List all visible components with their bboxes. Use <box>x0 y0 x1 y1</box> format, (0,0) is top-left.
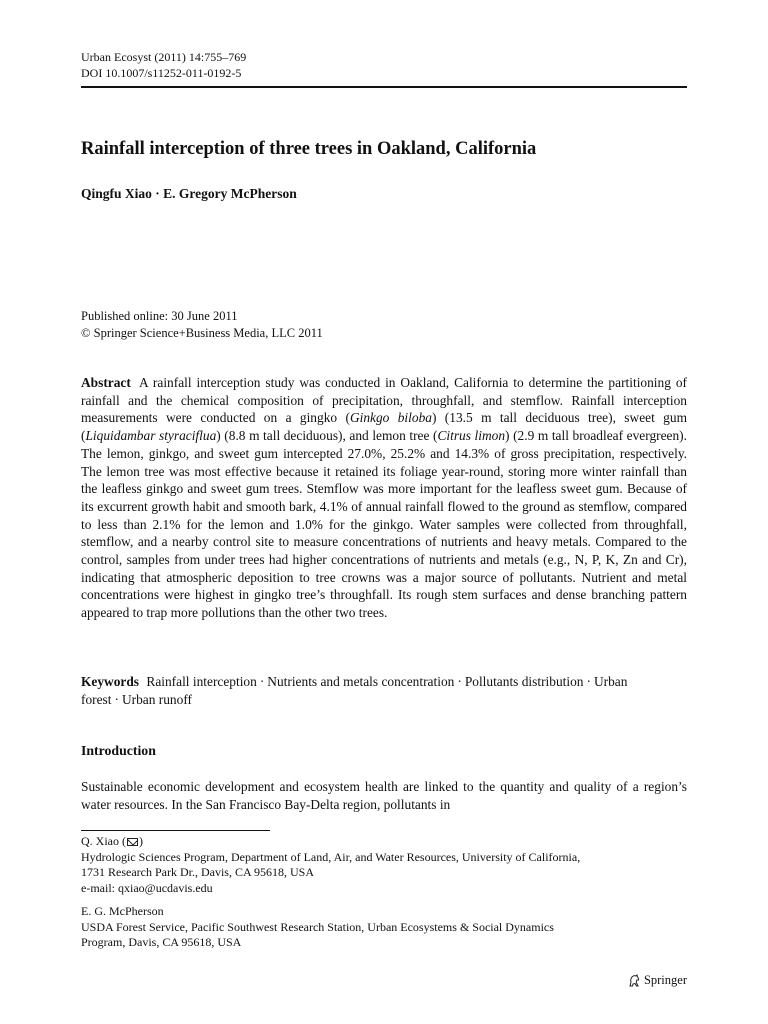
publication-info <box>81 308 323 342</box>
keywords-label: Keywords <box>81 674 140 689</box>
author-name-text: Q. Xiao ( <box>81 834 126 848</box>
envelope-icon <box>127 838 138 846</box>
abstract-label: Abstract <box>81 375 131 390</box>
section-heading-introduction: Introduction <box>81 743 156 758</box>
published-date: Published online: 30 June 2011 <box>81 309 238 323</box>
author-name <box>81 834 580 850</box>
journal-citation: Urban Ecosyst (2011) 14:755–769 <box>81 50 247 64</box>
keyword-separator: · <box>586 674 591 689</box>
header-rule <box>81 86 687 88</box>
article-page <box>81 0 687 1024</box>
author-list: Qingfu Xiao · E. Gregory McPherson <box>81 186 297 201</box>
abstract-text: A rainfall interception study was conducted in Oakland, California to determine the partitioning of rainfall and the chemical composition of precipitation, throughfall, and stemflow. Rainfall interception measurements were conducted on a gingko ( <box>81 375 688 426</box>
author-name-suffix: ) <box>139 834 143 848</box>
copyright-line <box>81 325 323 342</box>
abstract-text: ) (8.8 m tall deciduous), and lemon tree ( <box>216 428 438 444</box>
author-name: E. G. McPherson <box>81 904 164 918</box>
author-email: e-mail: qxiao@ucdavis.edu <box>81 880 213 895</box>
affiliation-mcpherson <box>81 904 554 951</box>
footnote-rule <box>81 830 270 831</box>
affiliation-line: USDA Forest Service, Pacific Southwest Research Station, Urban Ecosystems & Social Dynamics <box>81 919 554 934</box>
copyright-text: Springer Science+Business Media, LLC 2011 <box>93 326 323 340</box>
publisher-logo <box>627 973 687 988</box>
species-name: Liquidambar styraciflua <box>85 428 217 444</box>
doi: DOI 10.1007/s11252-011-0192-5 <box>81 66 242 80</box>
keyword: Urban runoff <box>121 691 193 707</box>
publisher-name: Springer <box>643 973 687 987</box>
article-title: Rainfall interception of three trees in Oakland, California <box>81 139 537 159</box>
keyword: Urban forest <box>81 674 628 707</box>
introduction-text: Sustainable economic development and ecosystem health are linked to the quantity and quality of a region’s water resources. In the San Francisco Bay-Delta region, pollutants in <box>81 779 687 812</box>
keyword: Nutrients and metals concentration <box>267 674 455 689</box>
keyword: Pollutants distribution <box>464 674 584 689</box>
abstract-text: ) (13.5 m tall deciduous tree), sweet gum ( <box>81 410 687 444</box>
keyword-separator: · <box>259 674 265 689</box>
species-name: Ginkgo biloba <box>349 410 432 426</box>
abstract-text: ) (2.9 m tall broadleaf evergreen). The lemon, ginkgo, and sweet gum intercepted 27.0%, 25.2% and 14.3% of gross precipitation, respectively. The lemon tree was most effective because it retained its foliage year-round, storing more winter rainfall than the leafless ginkgo and sweet gum trees. Stemflow was more important for the leafless sweet gum. Because of its excurrent growth habit and smooth bark, 4.1% of annual rainfall flowed to the ground as stemflow, compared to less than 2.1% for the lemon and 1.0% for the ginkgo. Water samples were collected from throughfall, stemflow, and a nearby control site to measure concentrations of nutrients and heavy metals. Compared to the control, samples from under trees had higher concentrations of nutrients and metals (e.g., N, P, K, Zn and Cr), indicating that atmospheric deposition to tree crowns was a major source of pollutants. Nutrient and metal concentrations were highest in gingko tree’s throughfall. Its rough stem surfaces and dense branching pattern appeared to trap more pollutions than the other two trees. <box>81 428 687 621</box>
keywords <box>81 673 687 708</box>
keyword-separator: · <box>457 674 462 689</box>
affiliation-line: Hydrologic Sciences Program, Department of Land, Air, and Water Resources, University of California, <box>81 849 581 864</box>
abstract <box>81 374 687 622</box>
affiliation-xiao <box>81 834 580 896</box>
affiliation-line: 1731 Research Park Dr., Davis, CA 95618, USA <box>81 865 314 879</box>
springer-horse-icon <box>627 974 641 988</box>
species-name: Citrus limon <box>437 428 506 444</box>
affiliation-line: Program, Davis, CA 95618, USA <box>81 935 242 949</box>
keyword: Rainfall interception <box>146 674 257 689</box>
copyright-icon: © <box>81 326 91 340</box>
keyword-separator: · <box>114 691 119 707</box>
running-head <box>81 49 246 81</box>
